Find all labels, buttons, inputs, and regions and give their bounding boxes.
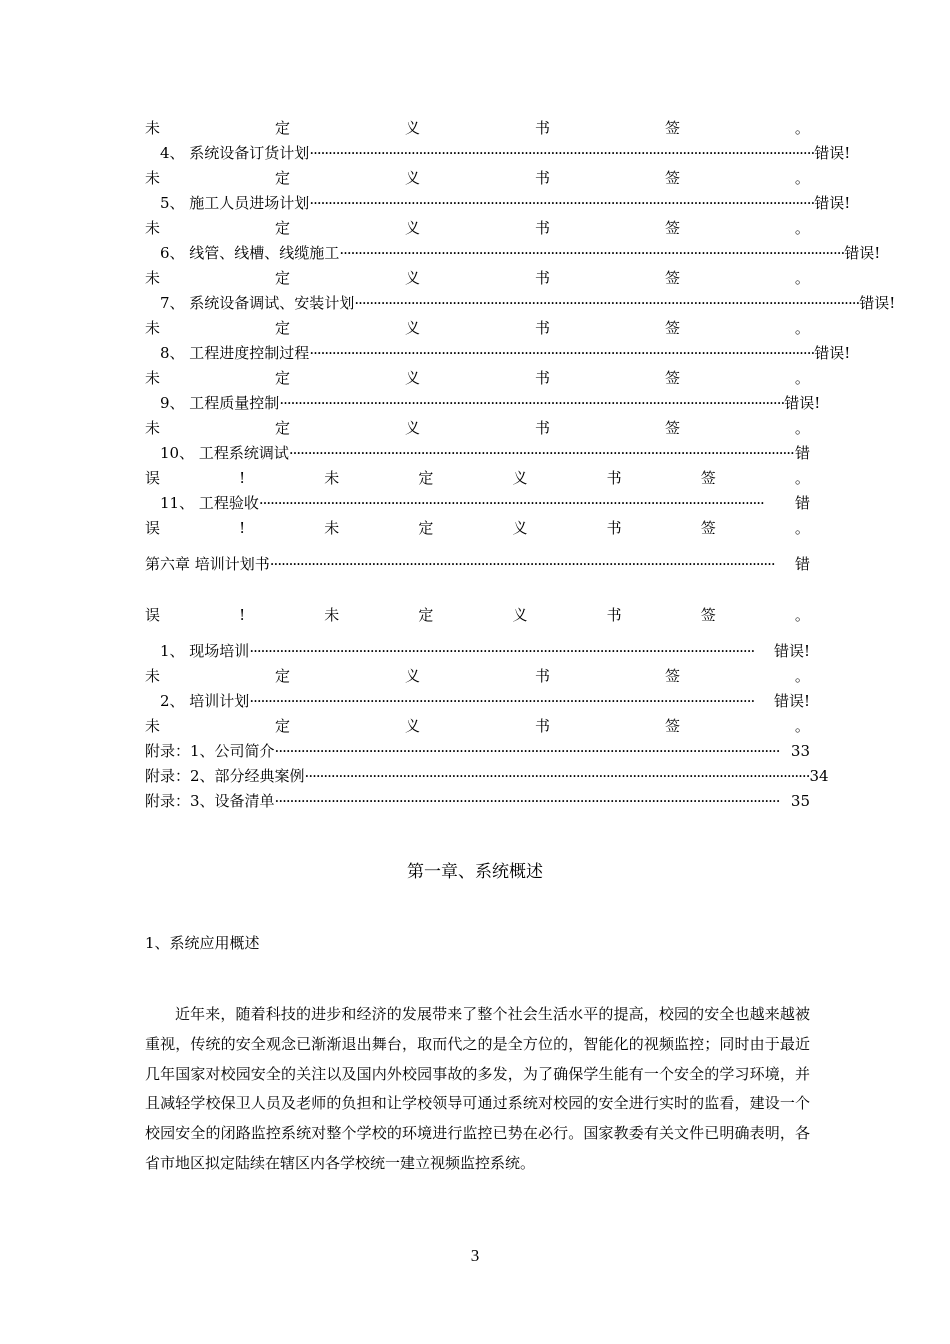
toc-entry-label: 4、 系统设备订货计划	[160, 144, 310, 162]
err-char: 。	[794, 119, 810, 137]
err-char: 义	[404, 319, 420, 337]
toc-entry-page: 错	[794, 555, 810, 573]
toc-entry-label: 11、 工程验收	[160, 494, 259, 512]
err-char: 定	[274, 369, 290, 387]
err-char: 书	[534, 717, 550, 735]
err-char: 。	[794, 419, 810, 437]
err-char: 义	[404, 369, 420, 387]
toc-entry-page: 错误!	[814, 194, 851, 212]
err-char: 签	[664, 319, 680, 337]
err-char: 定	[418, 469, 434, 487]
toc-entry-page: 错	[794, 494, 810, 512]
toc-entry-label: 2、 培训计划	[160, 692, 250, 710]
err-char: 。	[794, 319, 810, 337]
toc-entry-label: 9、 工程质量控制	[160, 394, 280, 412]
toc-leader-dots: ······································································································································	[339, 244, 845, 262]
toc-entry-page: 33	[790, 742, 810, 760]
err-char: 义	[512, 519, 528, 537]
toc-error-line	[145, 366, 810, 390]
err-char: 书	[534, 369, 550, 387]
toc-error-line	[145, 316, 810, 340]
err-char: 未	[145, 269, 161, 287]
err-char: 误	[145, 469, 161, 487]
err-char: 。	[794, 606, 810, 624]
err-char: 定	[274, 717, 290, 735]
toc-leader-dots: ······································································································································	[288, 444, 794, 462]
toc-error-line	[145, 714, 810, 738]
err-char: 未	[145, 369, 161, 387]
err-char: 误	[145, 606, 161, 624]
toc-error-line	[145, 166, 810, 190]
err-char: 书	[606, 469, 622, 487]
toc-entry-label: 附录：2、部分经典案例	[145, 767, 305, 785]
toc-entry-page: 错误!	[773, 692, 810, 710]
toc-error-line	[145, 516, 810, 540]
err-char: 。	[794, 219, 810, 237]
toc-entry-page: 错误!	[844, 244, 881, 262]
err-char: 。	[794, 469, 810, 487]
toc-entry-label: 1、 现场培训	[160, 642, 250, 660]
err-char: 书	[534, 667, 550, 685]
err-char: 签	[664, 219, 680, 237]
toc-leader-dots: ······································································································································	[354, 294, 860, 312]
err-char: 义	[404, 119, 420, 137]
toc-leader-dots: ······································································································································	[309, 144, 815, 162]
toc-entry-label: 10、 工程系统调试	[160, 444, 289, 462]
toc-leader-dots: ······································································································································	[309, 344, 815, 362]
err-char: 未	[145, 119, 161, 137]
toc-entry-page: 错误!	[784, 394, 821, 412]
err-char: 书	[534, 319, 550, 337]
toc-entry-page: 错误!	[859, 294, 896, 312]
toc-error-line	[145, 216, 810, 240]
toc-entry[interactable]	[145, 689, 810, 713]
toc-entry-page: 错误!	[773, 642, 810, 660]
toc-appendix-entry[interactable]	[145, 764, 829, 788]
toc-error-line	[145, 603, 810, 627]
err-char: 义	[404, 169, 420, 187]
toc-entry-page: 35	[790, 792, 810, 810]
err-char: 未	[145, 667, 161, 685]
toc-error-line	[145, 664, 810, 688]
err-char: 义	[512, 469, 528, 487]
toc-entry[interactable]	[145, 639, 810, 663]
body-paragraph: 近年来，随着科技的进步和经济的发展带来了整个社会生活水平的提高，校园的安全也越来越被重视，传统的安全观念已渐渐退出舞台，取而代之的是全方位的，智能化的视频监控；同时由于最近几年国家对校园安全的关注以及国内外校园事故的多发，为了确保学生能有一个安全的学习环境，并且减轻学校保卫人员及老师的负担和让学校领导可通过系统对校园的安全进行实时的监看，建设一个校园安全的闭路监控系统对整个学校的环境进行监控已势在必行。国家教委有关文件已明确表明，各省市地区拟定陆续在辖区内各学校统一建立视频监控系统。	[145, 1005, 810, 1172]
toc-entry-label: 7、 系统设备调试、安装计划	[160, 294, 355, 312]
err-char: 定	[274, 169, 290, 187]
err-char: 书	[606, 519, 622, 537]
err-char: 书	[534, 169, 550, 187]
err-char: 定	[418, 519, 434, 537]
toc-entry[interactable]	[145, 291, 896, 315]
err-char: 签	[664, 667, 680, 685]
err-char: 。	[794, 269, 810, 287]
toc-leader-dots: ······································································································································	[249, 692, 755, 710]
toc-entry-label: 8、 工程进度控制过程	[160, 344, 310, 362]
toc-error-line	[145, 416, 810, 440]
err-char: 书	[534, 419, 550, 437]
err-char: 未	[145, 717, 161, 735]
err-char: 签	[664, 369, 680, 387]
err-char: 未	[324, 519, 340, 537]
toc-chapter-entry[interactable]	[145, 552, 810, 576]
err-char: 定	[274, 319, 290, 337]
toc-leader-dots: ······································································································································	[249, 642, 755, 660]
toc-entry-label: 第六章 培训计划书	[145, 555, 270, 573]
err-char: 签	[664, 419, 680, 437]
err-char: 未	[145, 169, 161, 187]
toc-entry-page: 错	[794, 444, 810, 462]
err-char: 定	[418, 606, 434, 624]
section-heading: 1、系统应用概述	[145, 934, 260, 952]
err-char: 未	[324, 469, 340, 487]
err-char: 。	[794, 369, 810, 387]
err-char: 签	[664, 119, 680, 137]
err-char: 。	[794, 717, 810, 735]
toc-entry[interactable]	[145, 391, 821, 415]
err-char: 未	[324, 606, 340, 624]
chapter-title: 第一章、系统概述	[407, 862, 543, 882]
err-char: !	[239, 469, 246, 487]
toc-leader-dots: ······································································································································	[274, 792, 780, 810]
err-char: 定	[274, 419, 290, 437]
page-number: 3	[470, 1246, 480, 1265]
toc-leader-dots: ······································································································································	[274, 742, 780, 760]
err-char: 。	[794, 519, 810, 537]
toc-entry-label: 5、 施工人员进场计划	[160, 194, 310, 212]
err-char: 书	[534, 119, 550, 137]
toc-error-line	[145, 266, 810, 290]
err-char: 义	[512, 606, 528, 624]
err-char: 。	[794, 667, 810, 685]
toc-entry-page: 错误!	[814, 144, 851, 162]
err-char: 签	[700, 469, 716, 487]
toc-leader-dots: ······································································································································	[304, 767, 810, 785]
toc-entry-label: 附录：3、设备清单	[145, 792, 275, 810]
err-char: 签	[700, 606, 716, 624]
toc-leader-dots: ······································································································································	[269, 555, 775, 573]
toc-entry-label: 6、 线管、线槽、线缆施工	[160, 244, 340, 262]
toc-entry-page: 错误!	[814, 344, 851, 362]
err-char: !	[239, 606, 246, 624]
err-char: 定	[274, 269, 290, 287]
err-char: 义	[404, 717, 420, 735]
toc-appendix-entry[interactable]	[145, 789, 810, 813]
toc-leader-dots: ······································································································································	[279, 394, 785, 412]
toc-entry[interactable]	[145, 141, 851, 165]
err-char: 书	[606, 606, 622, 624]
err-char: 签	[664, 269, 680, 287]
err-char: 签	[664, 717, 680, 735]
toc-entry[interactable]	[145, 441, 810, 465]
toc-error-line	[145, 116, 810, 140]
toc-error-line	[145, 466, 810, 490]
toc-appendix-entry[interactable]	[145, 739, 810, 763]
err-char: 误	[145, 519, 161, 537]
toc-entry-page: 34	[809, 767, 829, 785]
err-char: 书	[534, 219, 550, 237]
err-char: 义	[404, 269, 420, 287]
toc-entry[interactable]	[145, 491, 810, 515]
toc-leader-dots: ······································································································································	[258, 494, 764, 512]
err-char: 义	[404, 219, 420, 237]
toc-entry[interactable]	[145, 241, 881, 265]
toc-entry[interactable]	[145, 341, 851, 365]
err-char: 定	[274, 667, 290, 685]
err-char: 义	[404, 667, 420, 685]
err-char: 。	[794, 169, 810, 187]
toc-entry[interactable]	[145, 191, 851, 215]
toc-leader-dots: ······································································································································	[309, 194, 815, 212]
err-char: 定	[274, 219, 290, 237]
err-char: 未	[145, 219, 161, 237]
err-char: 签	[664, 169, 680, 187]
err-char: !	[239, 519, 246, 537]
err-char: 义	[404, 419, 420, 437]
err-char: 未	[145, 319, 161, 337]
err-char: 书	[534, 269, 550, 287]
err-char: 未	[145, 419, 161, 437]
toc-entry-label: 附录：1、公司简介	[145, 742, 275, 760]
err-char: 定	[274, 119, 290, 137]
err-char: 签	[700, 519, 716, 537]
